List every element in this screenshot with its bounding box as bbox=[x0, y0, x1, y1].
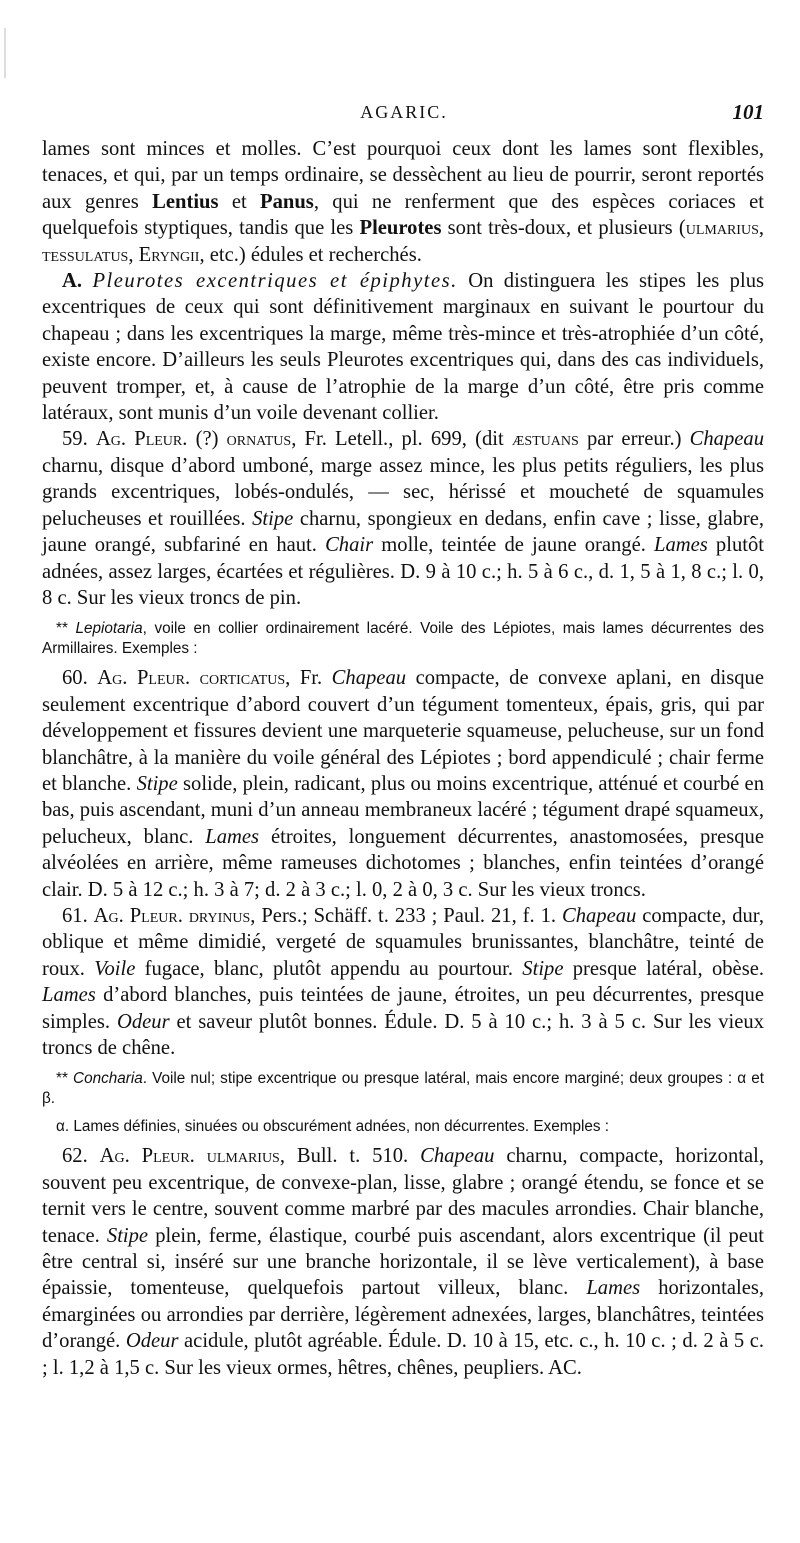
text-run: On distinguera les stipes les plus excentriques de ceux qui sont définitivement marginaux en suivant le pourtour du chapeau ; dans les excentriques la marge, même très-mince et très-atrophiée d’un côté, existe encore. D’ailleurs les seuls Pleurotes excentriques qui, dans des cas individuels, peuvent tromper, et, à cause de l’atrophie de la marge d’un côté, être pris comme latéraux, sont munis d’un voile devenant collier. bbox=[42, 270, 765, 425]
species-name: dryinus bbox=[188, 904, 251, 927]
note-mark: ** bbox=[56, 1070, 68, 1088]
text-run: , etc.) édules et recherchés. bbox=[199, 243, 422, 266]
genus-abbrev: Ag. Pleur. bbox=[95, 428, 188, 451]
term: Chapeau bbox=[689, 428, 765, 451]
page-body bbox=[42, 136, 764, 1381]
scan-margin-mark bbox=[4, 28, 6, 78]
text-run: charnu, disque d’abord umboné, marge assez mince, les plus petits réguliers, les plus grands excentriques, lobés-ondulés, — sec, hérissé et moucheté de squamules pelucheuses et rouillées. bbox=[42, 454, 764, 530]
term: Odeur bbox=[116, 1010, 170, 1033]
section-heading: Pleurotes excentriques et épiphytes. bbox=[92, 270, 458, 293]
page-header bbox=[44, 100, 764, 130]
text-run: (?) bbox=[187, 428, 227, 451]
text-run: et bbox=[218, 190, 261, 213]
text-run: fugace, blanc, plutôt appendu au pourtour. bbox=[135, 957, 523, 980]
running-head: AGARIC. bbox=[360, 102, 448, 122]
text-run: horizontales, émarginées ou arrondies par derrière, légèrement adnexées, larges, blanchâtres, teintées d’orangé. bbox=[42, 1277, 764, 1353]
term: Chair bbox=[325, 534, 374, 557]
text-run: charnu, spongieux en dedans, enfin cave ; lisse, glabre, jaune orangé, subfariné en haut. bbox=[42, 507, 764, 557]
genus-name: Panus bbox=[260, 190, 314, 213]
text-run: acidule, plutôt agréable. Édule. D. 10 à 15, etc. c., h. 10 c. ; d. 2 à 5 c. ; l. 1,2 à 1,5 c. Sur les vieux ormes, hêtres, chênes, peupliers. AC. bbox=[42, 1330, 765, 1379]
species-name: æstuans bbox=[511, 428, 579, 451]
text-run: sont très-doux, et plusieurs ( bbox=[441, 217, 686, 240]
text-run: solide, plein, radicant, plus ou moins excentrique, atténué et courbé en bas, puis ascendant, muni d’un anneau membraneux lacéré ; tégument drapé squameux, pelucheux, blanc. bbox=[42, 772, 764, 848]
text-run: compacte, dur, oblique et même dimidié, vergeté de squamules brunissantes, blanchâtre, teinté de roux. bbox=[42, 904, 764, 980]
term: Lames bbox=[42, 984, 96, 1007]
entry-59 bbox=[42, 426, 764, 611]
species-name: ulmarius bbox=[206, 1145, 280, 1168]
note-alpha bbox=[42, 1117, 764, 1137]
term: Stipe bbox=[522, 957, 564, 980]
genus-abbrev: Ag. Pleur. bbox=[93, 904, 183, 927]
intro-paragraph bbox=[42, 136, 764, 268]
text-run: , Bull. t. 510. bbox=[279, 1145, 421, 1168]
text-run: presque latéral, obèse. bbox=[563, 957, 764, 980]
page-number: 101 bbox=[732, 100, 764, 124]
species-name: corticatus bbox=[199, 667, 286, 690]
entry-number: 59. bbox=[62, 428, 88, 451]
entry-62 bbox=[42, 1143, 764, 1381]
text-run: . Voile nul; stipe excentrique ou presque latéral, mais encore marginé; deux groupes : α et β. bbox=[42, 1070, 765, 1108]
text-run: , Pers.; Schäff. t. 233 ; Paul. 21, f. 1. bbox=[250, 904, 562, 927]
term: Lames bbox=[586, 1277, 641, 1300]
term: Voile bbox=[94, 957, 136, 980]
term: Odeur bbox=[125, 1330, 179, 1353]
text-run: charnu, compacte, horizontal, souvent peu excentrique, de convexe-plan, lisse, glabre ; orangé étendu, se fonce et se ternit vers le centre, souvent comme marbré par des macules arrondies. Chair blanche, tenace. bbox=[42, 1145, 764, 1247]
group-name: Lepiotaria bbox=[75, 620, 143, 638]
text-run: , Fr. bbox=[285, 667, 332, 690]
text-run: étroites, longuement décurrentes, anastomosées, presque alvéolées en arrière, même rameuses dichotomes ; blanches, enfin teintées d’orangé clair. D. 5 à 12 c.; h. 3 à 7; d. 2 à 3 c.; l. 0, 2 à 0, 3 c. Sur les vieux troncs. bbox=[42, 825, 764, 901]
text-run: compacte, de convexe aplani, en disque seulement excentrique d’abord couvert d’un tégument tomenteux, épais, gris, qui par développement et fissures devient une marqueterie squameuse, pelucheuse, sur un fond blanchâtre, à la manière du voile général des Lépiotes ; bord appendiculé ; chair ferme et blanche. bbox=[42, 667, 764, 795]
term: Chapeau bbox=[420, 1145, 495, 1168]
entry-60 bbox=[42, 665, 764, 903]
term: Lames bbox=[654, 534, 708, 557]
term: Stipe bbox=[252, 507, 294, 530]
text-run: , Fr. Letell., pl. 699, (dit bbox=[291, 428, 512, 451]
genus-abbrev: Ag. Pleur. bbox=[97, 667, 191, 690]
term: Stipe bbox=[106, 1224, 149, 1247]
section-a-paragraph bbox=[42, 268, 764, 426]
genus-name: Pleurotes bbox=[359, 217, 442, 240]
species-name: ornatus bbox=[226, 428, 292, 451]
text-run: lames sont minces et molles. C’est pourquoi ceux dont les lames sont flexibles, tenaces, et qui, par un temps ordinaire, se dessèchent au lieu de pourrir, seront reportés aux genres bbox=[42, 138, 764, 213]
text-run: molle, teintée de jaune orangé. bbox=[373, 534, 655, 557]
note-lepiotaria bbox=[42, 619, 764, 659]
text-run: α. Lames définies, sinuées ou obscurément adnées, non décurrentes. Exemples : bbox=[56, 1118, 610, 1136]
entry-number: 60. bbox=[62, 667, 88, 690]
genus-abbrev: Ag. Pleur. bbox=[99, 1145, 195, 1168]
species-list: ulmarius, tessulatus, Eryngii bbox=[42, 217, 764, 266]
term: Chapeau bbox=[331, 667, 407, 690]
text-run: et saveur plutôt bonnes. Édule. D. 5 à 10 c.; h. 3 à 5 c. Sur les vieux troncs de chêne. bbox=[42, 1010, 764, 1059]
text-run: plutôt adnées, assez larges, écartées et régulières. D. 9 à 10 c.; h. 5 à 6 c., d. 1, 5 à 1, 8 c.; l. 0, 8 c. Sur les vieux troncs de pin. bbox=[42, 534, 764, 609]
text-run: , voile en collier ordinairement lacéré. Voile des Lépiotes, mais lames décurrentes des Armillaires. Exemples : bbox=[42, 620, 764, 658]
section-letter: A. bbox=[62, 270, 83, 293]
genus-name: Lentius bbox=[152, 190, 219, 213]
note-mark: ** bbox=[56, 620, 68, 638]
note-concharia bbox=[42, 1069, 764, 1109]
group-name: Concharia bbox=[73, 1070, 143, 1088]
text-run: plein, ferme, élastique, courbé puis ascendant, alors excentrique (il peut être central si, inséré sur une branche horizontale, il se lève verticalement), à base épaissie, tomenteuse, quelquefois partout villeux, blanc. bbox=[42, 1224, 764, 1300]
text-run: par erreur.) bbox=[578, 428, 690, 451]
entry-number: 61. bbox=[62, 904, 88, 927]
entry-61 bbox=[42, 903, 764, 1061]
text-run: , qui ne renferment que des espèces coriaces et quelquefois styptiques, tandis que les bbox=[42, 190, 764, 240]
entry-number: 62. bbox=[62, 1145, 88, 1168]
term: Stipe bbox=[136, 772, 178, 795]
text-run: d’abord blanches, puis teintées de jaune, étroites, un peu décurrentes, presque simples. bbox=[42, 984, 764, 1033]
term: Chapeau bbox=[561, 904, 637, 927]
term: Lames bbox=[205, 825, 260, 848]
